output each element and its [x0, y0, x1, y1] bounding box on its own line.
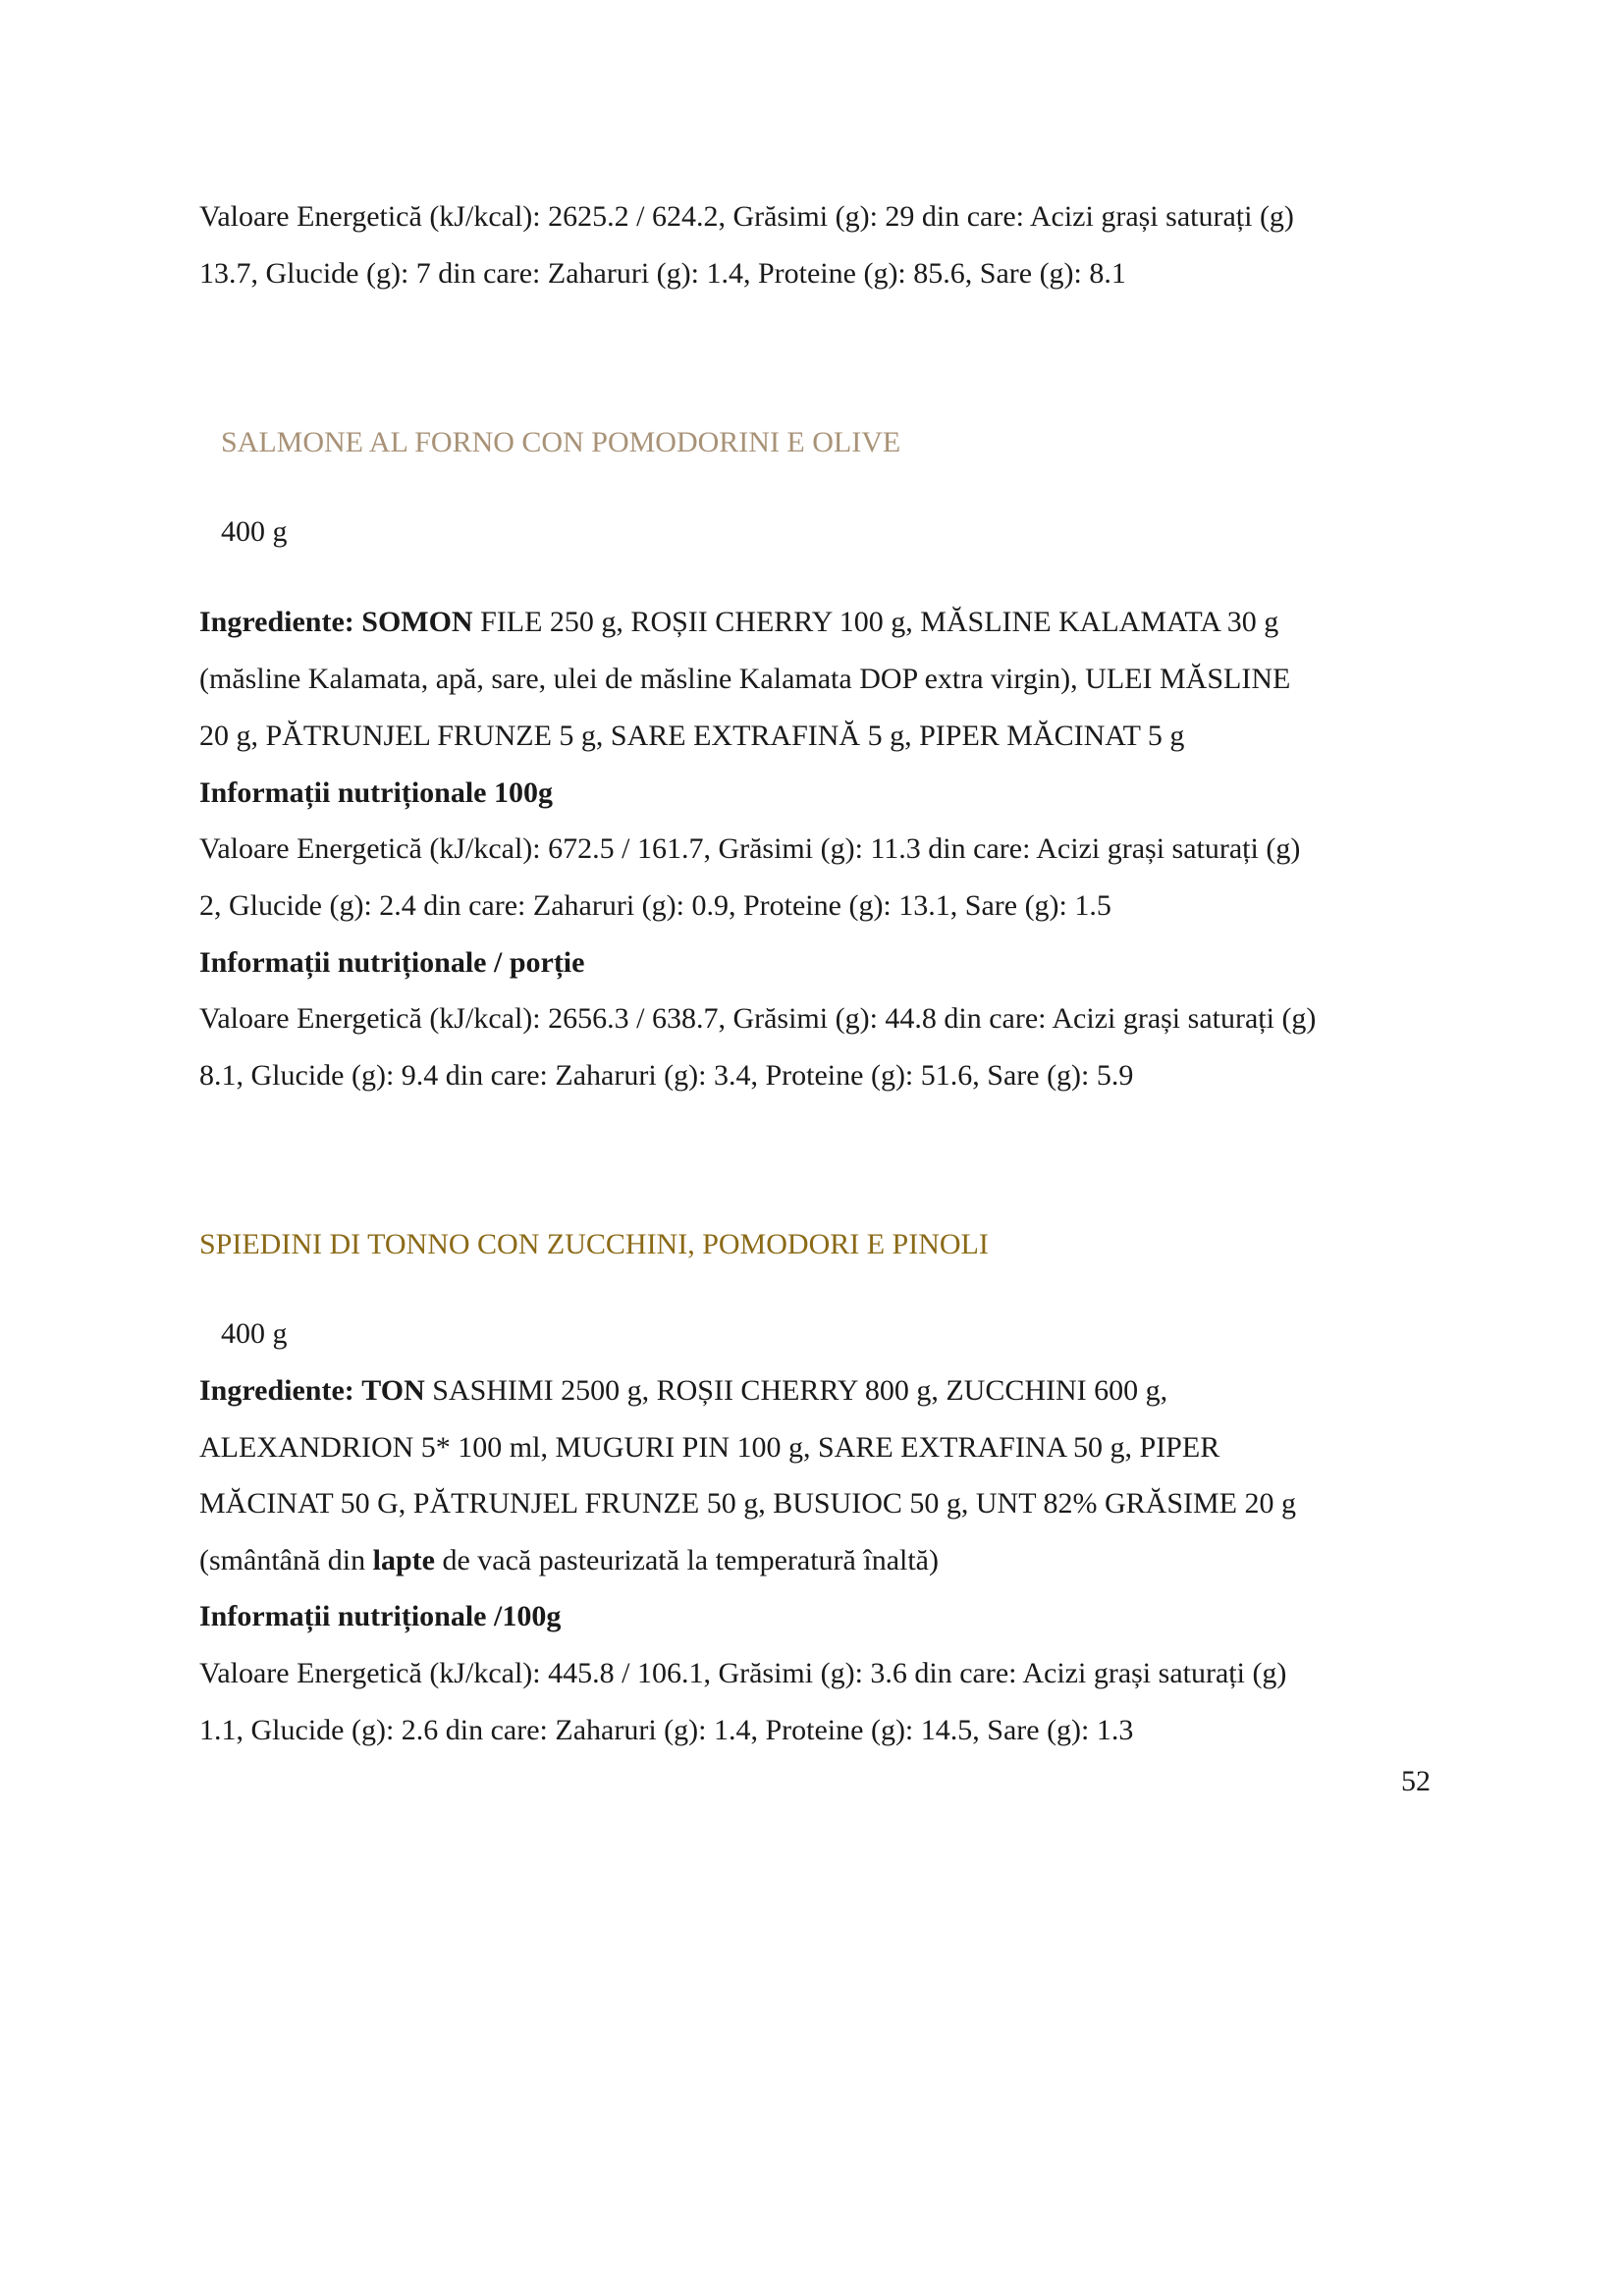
ingredients-text: (smântână din	[199, 1544, 373, 1576]
recipe2-nutrition-100g-line-2: 1.1, Glucide (g): 2.6 din care: Zaharuri (g): 1.4, Proteine (g): 14.5, Sare (g): 1.3	[199, 1714, 1134, 1746]
recipe1-nutrition-100g-line-1: Valoare Energetică (kJ/kcal): 672.5 / 161.7, Grăsimi (g): 11.3 din care: Acizi grași saturați (g)	[199, 832, 1301, 865]
recipe2-nutrition-100g-line-1: Valoare Energetică (kJ/kcal): 445.8 / 106.1, Grăsimi (g): 3.6 din care: Acizi grași saturați (g)	[199, 1657, 1287, 1689]
recipe1-nutrition-100g-line-2: 2, Glucide (g): 2.4 din care: Zaharuri (g): 0.9, Proteine (g): 13.1, Sare (g): 1.5	[199, 889, 1111, 922]
recipe2-ingredients-line-2: ALEXANDRION 5* 100 ml, MUGURI PIN 100 g, SARE EXTRAFINA 50 g, PIPER	[199, 1431, 1220, 1464]
recipe1-ingredients-line-2: (măsline Kalamata, apă, sare, ulei de măsline Kalamata DOP extra virgin), ULEI MĂSLINE	[199, 663, 1291, 695]
recipe2-ingredients-line-4	[199, 1542, 939, 1579]
allergen-ton: TON	[361, 1374, 425, 1407]
recipe1-ingredients-line-1	[199, 604, 1278, 641]
recipe1-weight: 400 g	[221, 515, 288, 548]
recipe1-title: SALMONE AL FORNO CON POMODORINI E OLIVE	[221, 426, 901, 458]
ingredients-text: SASHIMI 2500 g, ROȘII CHERRY 800 g, ZUCCHINI 600 g,	[424, 1374, 1168, 1407]
recipe2-title: SPIEDINI DI TONNO CON ZUCCHINI, POMODORI E PINOLI	[199, 1228, 989, 1260]
recipe2-nutrition-100g-label: Informații nutriționale /100g	[199, 1600, 562, 1632]
top-nutrition-line-1: Valoare Energetică (kJ/kcal): 2625.2 / 624.2, Grăsimi (g): 29 din care: Acizi grași saturați (g)	[199, 200, 1294, 233]
allergen-somon: SOMON	[361, 606, 473, 638]
recipe2-weight: 400 g	[221, 1317, 288, 1350]
recipe1-nutrition-portion-line-1: Valoare Energetică (kJ/kcal): 2656.3 / 638.7, Grăsimi (g): 44.8 din care: Acizi grași saturați (g)	[199, 1002, 1317, 1035]
recipe1-ingredients-line-3: 20 g, PĂTRUNJEL FRUNZE 5 g, SARE EXTRAFINĂ 5 g, PIPER MĂCINAT 5 g	[199, 720, 1185, 752]
ingredients-label: Ingrediente:	[199, 1374, 354, 1407]
ingredients-text: FILE 250 g, ROȘII CHERRY 100 g, MĂSLINE KALAMATA 30 g	[472, 606, 1279, 638]
recipe1-nutrition-100g-label: Informații nutriționale 100g	[199, 776, 553, 809]
page-number: 52	[1401, 1765, 1431, 1797]
recipe1-nutrition-portion-line-2: 8.1, Glucide (g): 9.4 din care: Zaharuri (g): 3.4, Proteine (g): 51.6, Sare (g): 5.9	[199, 1059, 1134, 1092]
recipe2-ingredients-line-3: MĂCINAT 50 G, PĂTRUNJEL FRUNZE 50 g, BUSUIOC 50 g, UNT 82% GRĂSIME 20 g	[199, 1487, 1297, 1520]
allergen-lapte: lapte	[372, 1544, 435, 1576]
ingredients-text: de vacă pasteurizată la temperatură înaltă)	[434, 1544, 939, 1576]
top-nutrition-line-2: 13.7, Glucide (g): 7 din care: Zaharuri (g): 1.4, Proteine (g): 85.6, Sare (g): 8.1	[199, 257, 1126, 290]
recipe1-nutrition-portion-label: Informații nutriționale / porție	[199, 946, 585, 979]
recipe2-ingredients-line-1	[199, 1372, 1167, 1410]
ingredients-label: Ingrediente:	[199, 606, 354, 638]
